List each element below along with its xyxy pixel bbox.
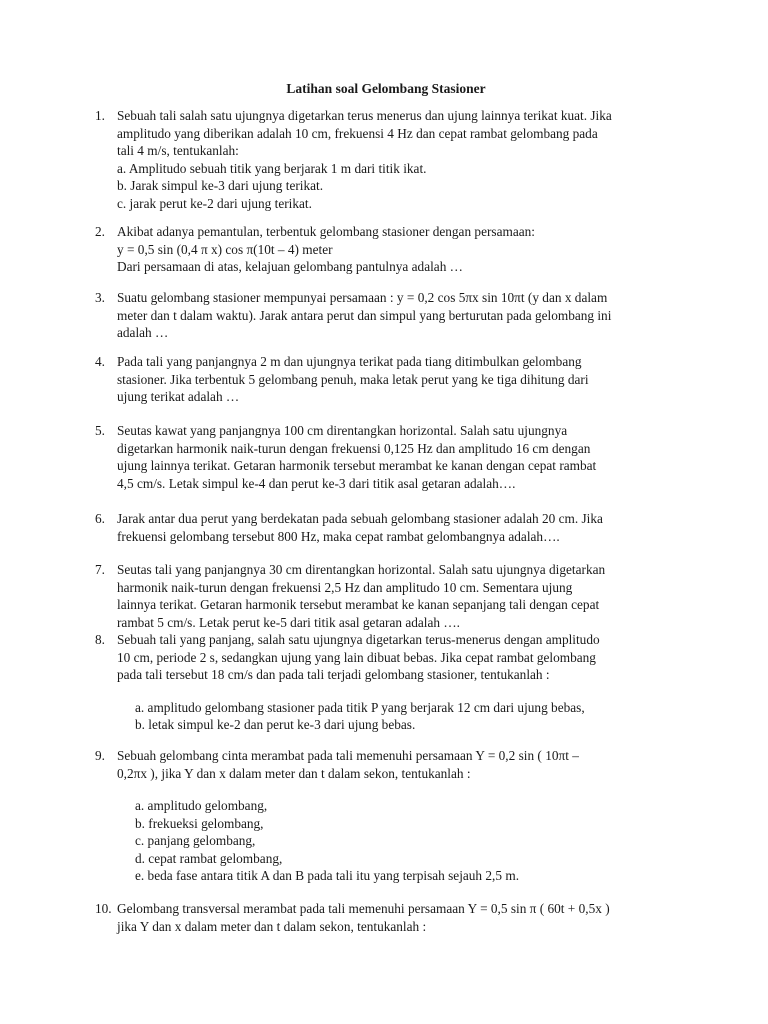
question-text-line: rambat 5 cm/s. Letak perut ke-5 dari titik asal getaran adalah …. xyxy=(117,614,460,630)
question-text-line: jika Y dan x dalam meter dan t dalam sekon, tentukanlah : xyxy=(117,918,427,934)
question-text-line: Dari persamaan di atas, kelajuan gelombang pantulnya adalah … xyxy=(117,259,463,274)
question-text-line: Seutas tali yang panjangnya 30 cm direntangkan horizontal. Salah satu ujungnya digetarkan xyxy=(117,562,606,577)
question-option: b. letak simpul ke-2 dan perut ke-3 dari ujung bebas. xyxy=(135,717,416,732)
question-text-line: amplitudo yang diberikan adalah 10 cm, frekuensi 4 Hz dan cepat rambat gelombang pada xyxy=(117,125,598,141)
question-option: d. cepat rambat gelombang, xyxy=(135,850,283,866)
question-option: e. beda fase antara titik A dan B pada tali itu yang terpisah sejauh 2,5 m. xyxy=(135,868,520,883)
question-number: 9. xyxy=(95,748,105,763)
question-option: b. Jarak simpul ke-3 dari ujung terikat. xyxy=(117,178,324,193)
question-text-line: Jarak antar dua perut yang berdekatan pada sebuah gelombang stasioner adalah 20 cm. Jika xyxy=(117,511,603,526)
question-number: 1. xyxy=(95,108,105,123)
question-option: a. amplitudo gelombang, xyxy=(135,798,268,813)
question-text-line: 0,2πx ), jika Y dan x dalam meter dan t dalam sekon, tentukanlah : xyxy=(117,765,471,781)
question-1 xyxy=(95,107,685,212)
question-option: b. frekueksi gelombang, xyxy=(135,815,264,831)
question-text-line: Akibat adanya pemantulan, terbentuk gelombang stasioner dengan persamaan: xyxy=(117,224,535,239)
question-text-line: frekuensi gelombang tersebut 800 Hz, maka cepat rambat gelombangnya adalah…. xyxy=(117,528,560,544)
question-text-line: 4,5 cm/s. Letak simpul ke-4 dan perut ke-3 dari titik asal getaran adalah…. xyxy=(117,475,516,491)
question-text-line: Seutas kawat yang panjangnya 100 cm direntangkan horizontal. Salah satu ujungnya xyxy=(117,423,568,438)
question-text-line: 10 cm, periode 2 s, sedangkan ujung yang lain dibuat bebas. Jika cepat rambat gelombang xyxy=(117,649,596,665)
question-10 xyxy=(95,900,685,935)
question-text-line: pada tali tersebut 18 cm/s dan pada tali terjadi gelombang stasioner, tentukanlah : xyxy=(117,667,550,682)
question-9 xyxy=(95,747,685,885)
question-number: 2. xyxy=(95,224,105,239)
question-text-line: Sebuah tali yang panjang, salah satu ujungnya digetarkan terus-menerus dengan amplitudo xyxy=(117,632,600,647)
question-number: 10. xyxy=(95,901,112,916)
question-7 xyxy=(95,561,685,631)
question-option: a. Amplitudo sebuah titik yang berjarak 1 m dari titik ikat. xyxy=(117,160,427,176)
question-4 xyxy=(95,353,685,406)
question-number: 8. xyxy=(95,632,105,647)
question-6 xyxy=(95,510,685,545)
question-text-line: Sebuah gelombang cinta merambat pada tali memenuhi persamaan Y = 0,2 sin ( 10πt – xyxy=(117,748,579,763)
question-number: 6. xyxy=(95,511,105,526)
question-2 xyxy=(95,223,685,276)
question-text-line: adalah … xyxy=(117,325,169,340)
question-number: 3. xyxy=(95,290,105,305)
question-text-line: ujung lainnya terikat. Getaran harmonik tersebut merambat ke kanan dengan cepat rambat xyxy=(117,458,597,473)
question-text-line: tali 4 m/s, tentukanlah: xyxy=(117,143,239,158)
document-title: Latihan soal Gelombang Stasioner xyxy=(286,81,486,96)
question-equation: y = 0,5 sin (0,4 π x) cos π(10t – 4) meter xyxy=(117,241,333,257)
question-option: a. amplitudo gelombang stasioner pada titik P yang berjarak 12 cm dari ujung bebas, xyxy=(135,699,585,715)
question-text-line: meter dan t dalam waktu). Jarak antara perut dan simpul yang berturutan pada gelombang ini xyxy=(117,307,612,323)
question-text-line: Sebuah tali salah satu ujungnya digetarkan terus menerus dan ujung lainnya terikat kuat. Jika xyxy=(117,108,612,123)
question-text-line: harmonik naik-turun dengan frekuensi 2,5 Hz dan amplitudo 10 cm. Sementara ujung xyxy=(117,579,573,595)
question-text-line: Pada tali yang panjangnya 2 m dan ujungnya terikat pada tiang ditimbulkan gelombang xyxy=(117,354,582,369)
question-text-line: stasioner. Jika terbentuk 5 gelombang penuh, maka letak perut yang ke tiga dihitung dari xyxy=(117,371,589,387)
question-text-line: lainnya terikat. Getaran harmonik tersebut merambat ke kanan sepanjang tali dengan cepat xyxy=(117,597,600,612)
question-text-line: Gelombang transversal merambat pada tali memenuhi persamaan Y = 0,5 sin π ( 60t + 0,5x ) xyxy=(117,901,610,916)
question-8 xyxy=(95,631,685,734)
question-option: c. panjang gelombang, xyxy=(135,833,256,848)
question-number: 4. xyxy=(95,354,105,369)
question-text-line: Suatu gelombang stasioner mempunyai persamaan : y = 0,2 cos 5πx sin 10πt (y dan x dalam xyxy=(117,290,608,305)
question-3 xyxy=(95,289,685,342)
question-option: c. jarak perut ke-2 dari ujung terikat. xyxy=(117,195,312,211)
question-text-line: digetarkan harmonik naik-turun dengan frekuensi 0,125 Hz dan amplitudo 16 cm dengan xyxy=(117,440,591,456)
question-5 xyxy=(95,422,685,492)
question-text-line: ujung terikat adalah … xyxy=(117,389,240,404)
question-number: 7. xyxy=(95,562,105,577)
question-number: 5. xyxy=(95,423,105,438)
